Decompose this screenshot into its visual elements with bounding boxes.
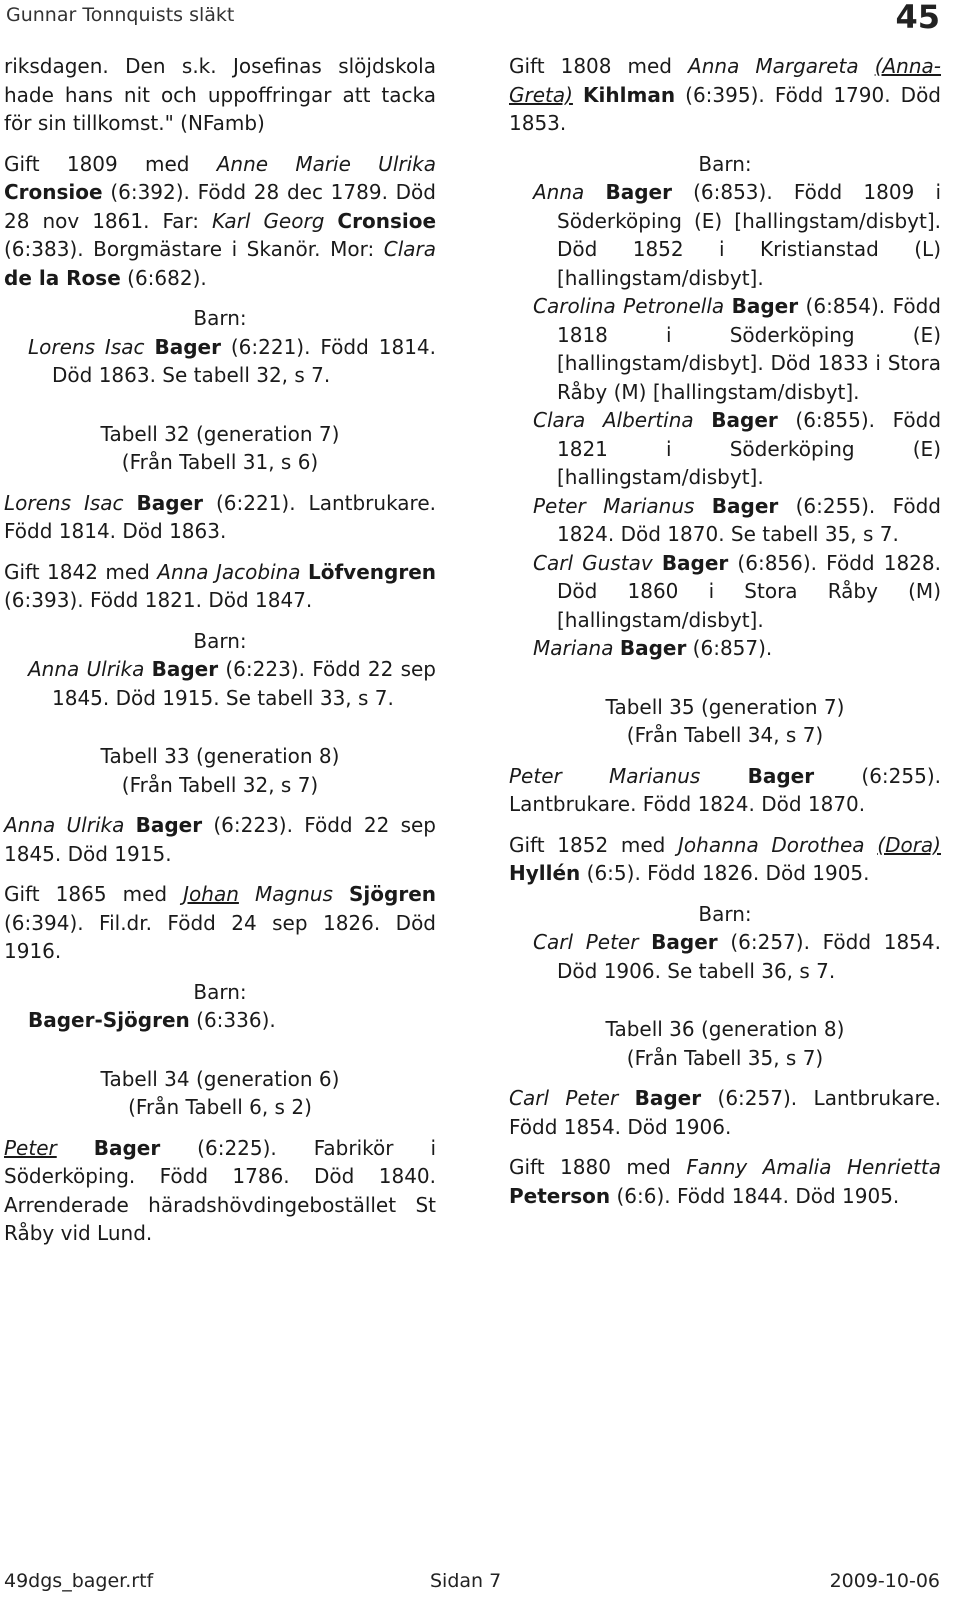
table-35-from: (Från Tabell 34, s 7): [626, 723, 824, 747]
page-number: 45: [895, 0, 940, 36]
table-32-person: Lorens Isac Bager (6:221). Lantbrukare. Född 1814. Död 1863.: [4, 490, 436, 543]
children-heading: Barn:: [698, 151, 752, 176]
child-entry: Lorens Isac Bager (6:221). Född 1814. Död 1863. Se tabell 32, s 7.: [28, 334, 436, 387]
table-32-from: (Från Tabell 31, s 6): [121, 450, 319, 474]
table-32-title: Tabell 32 (generation 7): [100, 421, 340, 446]
marriage-1809: Gift 1809 med Anne Marie Ulrika Cronsioe (6:392). Född 28 dec 1789. Död 28 nov 1861. Far: Karl Georg Cronsioe (6:383). Borgmästare i Skanör. Mor: Clara de la Rose (6:682).: [4, 151, 437, 290]
table-33-marriage: Gift 1865 med Johan Magnus Sjögren (6:394). Fil.dr. Född 24 sep 1826. Död 1916.: [4, 882, 436, 963]
children-heading: Barn:: [698, 901, 752, 926]
table-34-person: Peter Bager (6:225). Fabrikör i Söderköping. Född 1786. Död 1840. Arrenderade häradshövdingebostället St Råby vid Lund.: [4, 1135, 436, 1245]
child-entry: Clara Albertina Bager (6:855). Född 1821 i Söderköping (E) [hallingstam/disbyt].: [533, 408, 942, 489]
child-entry: Bager-Sjögren (6:336).: [28, 1008, 276, 1032]
right-column: [509, 52, 941, 1210]
table-36-marriage: Gift 1880 med Fanny Amalia Henrietta Peterson (6:6). Född 1844. Död 1905.: [509, 1155, 941, 1208]
table-34-from: (Från Tabell 6, s 2): [128, 1095, 312, 1119]
marriage-1808: Gift 1808 med Anna Margareta (Anna-Greta) Kihlman (6:395). Född 1790. Död 1853.: [509, 54, 941, 135]
child-entry: Carl Gustav Bager (6:856). Född 1828. Död 1860 i Stora Råby (M) [hallingstam/disbyt].: [533, 550, 941, 632]
table-33-person: Anna Ulrika Bager (6:223). Född 22 sep 1845. Död 1915.: [4, 813, 436, 866]
table-33-title: Tabell 33 (generation 8): [100, 744, 340, 768]
table-32-marriage: Gift 1842 med Anna Jacobina Löfvengren (6:393). Född 1821. Död 1847.: [4, 559, 437, 612]
child-entry: Mariana Bager (6:857).: [533, 636, 773, 660]
left-column: [4, 52, 436, 1248]
table-36-person: Carl Peter Bager (6:257). Lantbrukare. Född 1854. Död 1906.: [509, 1086, 941, 1139]
table-33-from: (Från Tabell 32, s 7): [121, 772, 319, 797]
table-36-from: (Från Tabell 35, s 7): [626, 1045, 824, 1070]
footer-page: Sidan 7: [430, 1570, 502, 1592]
child-entry: Peter Marianus Bager (6:255). Född 1824. Död 1870. Se tabell 35, s 7.: [533, 493, 941, 546]
table-35-person: Peter Marianus Bager (6:255). Lantbrukare. Född 1824. Död 1870.: [509, 763, 941, 816]
header-title: Gunnar Tonnquists släkt: [6, 4, 235, 26]
table-34-title: Tabell 34 (generation 6): [100, 1066, 340, 1091]
footer-date: 2009-10-06: [829, 1570, 940, 1592]
child-entry: Anna Bager (6:853). Född 1809 i Söderköping (E) [hallingstam/disbyt]. Död 1852 i Kristianstad (L) [hallingstam/disbyt].: [533, 180, 942, 290]
child-entry: Carl Peter Bager (6:257). Född 1854. Död 1906. Se tabell 36, s 7.: [533, 930, 941, 983]
paragraph-nfamb: riksdagen. Den s.k. Josefinas slöjdskola hade hans nit och uppoffringar att tacka för sin tillkomst." (NFamb): [4, 54, 436, 135]
table-36-title: Tabell 36 (generation 8): [605, 1017, 845, 1041]
footer-filename: 49dgs_bager.rtf: [4, 1570, 154, 1592]
child-entry: Anna Ulrika Bager (6:223). Född 22 sep 1845. Död 1915. Se tabell 33, s 7.: [28, 657, 436, 710]
children-heading: Barn:: [193, 306, 247, 330]
children-heading: Barn:: [193, 628, 247, 653]
children-heading: Barn:: [193, 979, 247, 1004]
child-entry: Carolina Petronella Bager (6:854). Född 1818 i Söderköping (E) [hallingstam/disbyt]. Död 1833 i Stora Råby (M) [hallingstam/disbyt].: [533, 294, 941, 404]
table-35-marriage: Gift 1852 med Johanna Dorothea (Dora) Hyllén (6:5). Född 1826. Död 1905.: [509, 832, 941, 885]
table-35-title: Tabell 35 (generation 7): [605, 694, 845, 719]
